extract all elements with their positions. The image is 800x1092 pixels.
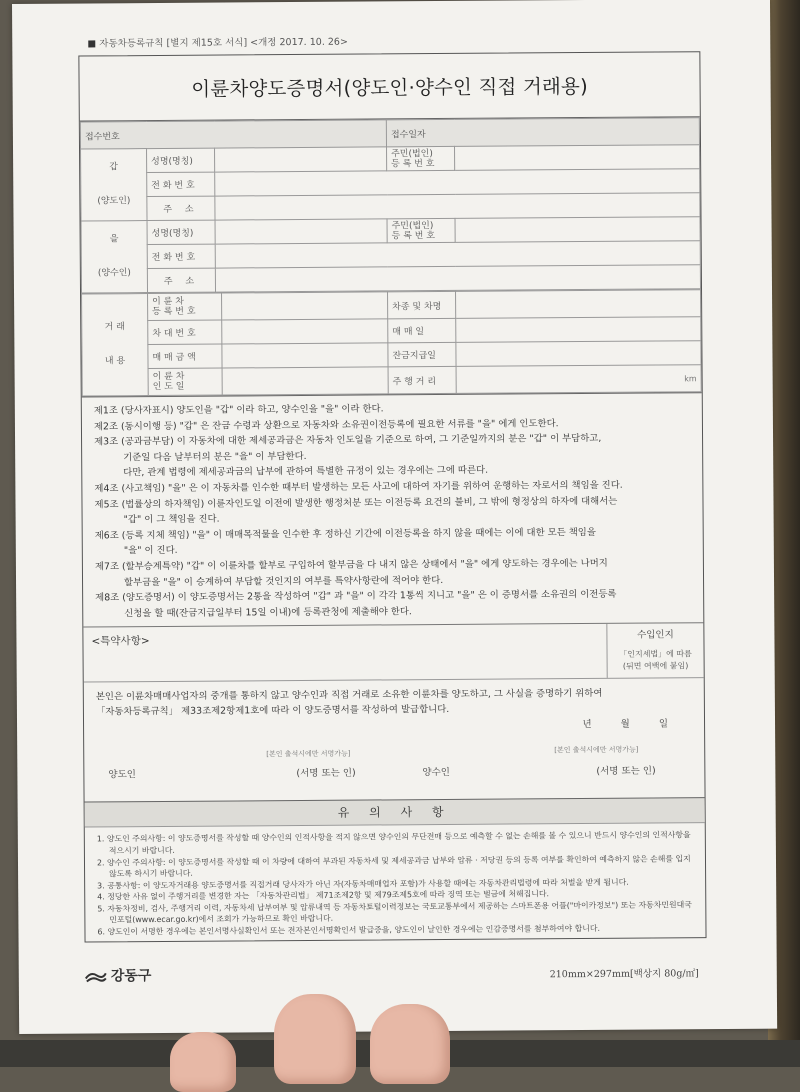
clause-item: 제8조 (양도증명서) 이 양도증명서는 2통을 작성하여 "갑" 과 "을" 이 각각 1통씩 지니고 "을" 은 이 증명서를 소유권의 이전등록 <box>95 588 617 604</box>
seller-address-input[interactable] <box>215 193 700 220</box>
price-label: 매 매 금 액 <box>148 344 222 369</box>
notice-item: 1. 양도인 주의사항: 이 양도증명서를 작성할 때 양수인의 인적사항을 적지 않으면 양수인의 무단전매 등으로 예측할 수 없는 손해를 볼 수 있으니 반드시 양수인의 인적사항을 적으시기 바랍니다. <box>96 830 691 856</box>
notice-item: 4. 정당한 사유 없이 주행거리를 변경한 자는 「자동차관리법」 제71조제2항 및 제79조제5호에 따라 징역 또는 벌금에 처해집니다. <box>97 889 550 902</box>
seller-phone-label: 전 화 번 호 <box>147 172 215 196</box>
mileage-label: 주 행 거 리 <box>388 366 456 393</box>
buyer-phone-label: 전 화 번 호 <box>147 244 215 268</box>
seller-party-label: 갑 (양도인) <box>81 149 148 221</box>
balance-date-label: 잔금지급일 <box>388 342 456 366</box>
vin-label: 차 대 번 호 <box>148 320 222 345</box>
buyer-name-label: 성명(명칭) <box>147 220 215 244</box>
declaration-text: 본인은 이륜차매매사업자의 중개를 통하지 않고 양수인과 직접 거래로 소유한 이륜차를 양도하고, 그 사실을 증명하기 위하여 <box>95 688 603 703</box>
clause-item: 제6조 (등록 지체 책임) "을" 이 매매목적물을 인수한 후 정하신 기간에 이전등록을 하지 않을 때에는 이에 대한 모든 책임을 <box>94 526 596 542</box>
clause-item: 제1조 (당사자표시) 양도인을 "갑" 이라 하고, 양수인을 "을" 이라 한다. <box>93 403 384 417</box>
revenue-stamp-box <box>606 624 703 679</box>
district-logo <box>85 965 152 985</box>
seller-name-input[interactable] <box>215 147 387 172</box>
clause-item: 다만, 관계 법령에 제세공과금의 납부에 관하여 특별한 규정이 있는 경우에는 그에 따른다. <box>123 465 489 479</box>
special-terms-label: <특약사항> <box>91 635 150 648</box>
district-emblem-icon <box>85 969 107 983</box>
seller-label: 양도인 <box>108 769 136 781</box>
seller-name-label: 성명(명칭) <box>147 148 215 172</box>
buyer-phone-input[interactable] <box>215 241 700 268</box>
revenue-stamp-note: (뒤면 여백에 붙임) <box>622 661 689 672</box>
receipt-date-label: 접수일자 <box>390 129 426 140</box>
clause-item: 제4조 (사고책임) "을" 은 이 자동차를 인수한 때부터 발생하는 모든 사고에 대하여 자기를 위하여 운행하는 자로서의 책임을 진다. <box>94 479 623 495</box>
receipt-row <box>80 118 699 149</box>
clause-item: 신청을 할 때(잔금지급일부터 15일 이내)에 등록관청에 제출해야 한다. <box>124 605 412 619</box>
buyer-address-label: 주 소 <box>147 268 215 292</box>
notice-title: 유 의 사 항 <box>85 797 705 826</box>
form-title: 이륜차양도증명서(양도인·양수인 직접 거래용) <box>79 52 699 121</box>
transfer-certificate-form <box>78 51 706 942</box>
sale-date-input[interactable] <box>456 317 701 343</box>
regulation-text: 자동차등록규칙 [별지 제15호 서식] <개정 2017. 10. 26> <box>99 36 348 50</box>
notice-list <box>85 822 706 941</box>
mileage-unit: km <box>684 373 697 383</box>
clause-item: 제2조 (동시이행 등) "갑" 은 잔금 수령과 상환으로 자동차와 소유권이전등록에 필요한 서류를 "을" 에게 인도한다. <box>93 417 559 433</box>
clause-item: 제5조 (법률상의 하자책임) 이륜자인도일 이전에 발생한 행정처분 또는 이전등록 요건의 불비, 그 밖에 형정상의 하자에 대해서는 <box>94 495 618 510</box>
trade-row-4 <box>82 365 701 396</box>
party-table <box>80 117 701 293</box>
terms-clauses <box>82 392 704 627</box>
seller-address-label: 주 소 <box>147 196 215 220</box>
clause-item: 기준일 다음 날부터의 분은 "을" 이 부담한다. <box>123 450 307 464</box>
vehicle-type-input[interactable] <box>456 290 701 319</box>
holding-fingers <box>170 990 460 1067</box>
revenue-stamp-title: 수입인지 <box>637 629 674 641</box>
receipt-number-field[interactable] <box>80 120 386 149</box>
seller-sign-hint: [본인 출석시에만 서명가능] <box>266 749 351 759</box>
buyer-reg-label: 주민(법인) 등 록 번 호 <box>387 218 455 242</box>
issue-date[interactable]: 년 월 일 <box>582 718 669 731</box>
declaration-section <box>84 677 705 801</box>
special-terms-field[interactable] <box>83 624 606 682</box>
clause-item: 제7조 (할부승계특약) "갑" 이 이륜차를 할부로 구입하여 할부금을 다 내지 않은 상태에서 "을" 에게 양도하는 경우에는 나머지 <box>94 557 608 573</box>
notice-item: 6. 양도인이 서명한 경우에는 본인서명사실확인서 또는 전자본인서명확인서 발급증을, 양도인이 날인한 경우에는 인감증명서를 첨부하여야 합니다. <box>97 923 600 937</box>
mileage-input[interactable] <box>456 365 701 394</box>
notice-item: 5. 자동차정비, 검사, 주행거리 이력, 자동차세 납부여부 및 압류내역 등 자동차토털이력정보는 국토교통부에서 제공하는 스마트폰용 어플("마이카정보") 또는 자동차민원대국민포털(www.ecar.go.kr)에서 조회가 가능하므로 확인 바랍니다. <box>97 900 692 925</box>
delivery-date-label: 이 륜 차 인 도 일 <box>148 368 222 396</box>
buyer-signature-field[interactable]: (서명 또는 인) <box>596 765 656 778</box>
moto-reg-input[interactable] <box>222 292 388 320</box>
district-name: 강동구 <box>110 968 152 985</box>
trade-section-label: 거 래 내 용 <box>82 294 149 396</box>
price-input[interactable] <box>222 343 388 368</box>
balance-date-input[interactable] <box>456 341 701 367</box>
declaration-text: 「자동차등록규칙」 제33조제2항제1호에 따라 이 양도증명서를 작성하여 발급합니다. <box>95 704 450 718</box>
receipt-number-label: 접수번호 <box>84 131 120 142</box>
revenue-stamp-note: 「인지세법」에 따름 <box>619 649 692 660</box>
seller-reg-input[interactable] <box>455 145 700 171</box>
regulation-header <box>88 34 348 50</box>
clause-item: 할부금을 "을" 이 승계하여 부담할 것인지의 여부를 특약사항란에 적어야 한다. <box>124 574 444 588</box>
clause-item: 제3조 (공과금부담) 이 자동차에 대한 제세공과금은 자동차 인도일을 기준으로 하여, 그 기준일까지의 분은 "갑" 이 부담하고, <box>94 433 602 448</box>
moto-reg-label: 이 륜 차 등 록 번 호 <box>148 293 222 321</box>
buyer-address-input[interactable] <box>215 265 700 292</box>
buyer-name-input[interactable] <box>215 219 387 244</box>
trade-row-1 <box>82 290 701 321</box>
buyer-address-row <box>81 265 700 293</box>
paper-size-note: 210mm×297mm[백상지 80g/㎡] <box>549 968 699 981</box>
buyer-sign-hint: [본인 출석시에만 서명가능] <box>554 745 639 755</box>
vehicle-type-label: 차종 및 차명 <box>388 291 456 318</box>
trade-table <box>81 289 702 396</box>
vin-input[interactable] <box>222 319 388 344</box>
buyer-party-label: 을 (양수인) <box>81 221 148 293</box>
delivery-date-input[interactable] <box>222 367 388 395</box>
seller-signature-field[interactable]: (서명 또는 인) <box>296 767 356 780</box>
receipt-date-field[interactable] <box>386 118 699 147</box>
special-terms-section <box>83 623 703 682</box>
notice-item: 3. 공통사항: 이 양도자거래용 양도증명서를 직접거래 당사자가 아닌 자(자동차매매업자 포함)가 사용할 때에는 자동차관리법령에 따라 처벌을 받게 됩니다. <box>97 877 629 891</box>
clause-item: "을" 이 진다. <box>123 545 178 557</box>
buyer-reg-input[interactable] <box>455 217 700 243</box>
paper-sheet <box>12 0 777 1034</box>
seller-reg-label: 주민(법인) 등 록 번 호 <box>387 146 455 170</box>
seller-phone-input[interactable] <box>215 169 700 196</box>
buyer-label: 양수인 <box>422 767 450 779</box>
clause-item: "갑" 이 그 책임을 진다. <box>123 513 220 526</box>
notice-item: 2. 양수인 주의사항: 이 양도증명서를 작성할 때 이 차량에 대하여 부과된 자동차세 및 제세공과금 납부와 압류 · 저당권 등의 등록 여부를 확인하여 예측하지 않은 손해를 입지 않도록 하시기 바랍니다. <box>96 853 691 879</box>
sale-date-label: 매 매 일 <box>388 318 456 342</box>
